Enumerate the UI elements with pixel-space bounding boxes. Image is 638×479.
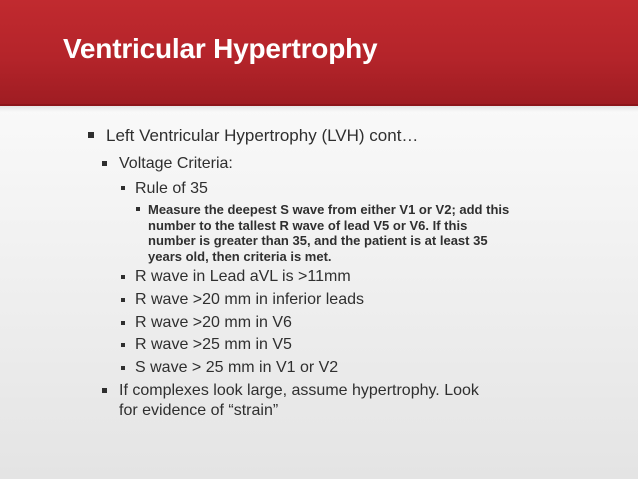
criterion-item: R wave >25 mm in V5: [135, 336, 292, 353]
detail-line: Measure the deepest S wave from either V1 or V2; add this: [148, 202, 510, 217]
bullet-level-3: [121, 275, 125, 279]
criterion-item: R wave >20 mm in V6: [135, 314, 292, 331]
slide-title: Ventricular Hypertrophy: [63, 33, 378, 64]
criterion-item: S wave > 25 mm in V1 or V2: [135, 359, 339, 376]
large-complexes-note: [119, 381, 479, 420]
bullet-level-2: [102, 388, 107, 393]
lvh-heading: Left Ventricular Hypertrophy (LVH) cont…: [106, 126, 419, 145]
criterion-item: R wave >20 mm in inferior leads: [135, 291, 364, 308]
detail-line: number is greater than 35, and the patient is at least 35: [148, 233, 488, 248]
rule-of-35-detail: [148, 202, 509, 264]
voltage-criteria-heading: Voltage Criteria:: [119, 155, 233, 172]
criterion-item: R wave in Lead aVL is >11mm: [135, 268, 351, 285]
detail-line: number to the tallest R wave of lead V5 or V6. If this: [148, 217, 468, 233]
bullet-level-3: [121, 366, 125, 370]
note-line: If complexes look large, assume hypertrophy. Look: [119, 382, 479, 399]
bullet-level-3: [121, 321, 125, 325]
bullet-level-2: [102, 161, 107, 166]
bullet-level-1: [88, 132, 94, 138]
bullet-level-3: [121, 343, 125, 347]
bullet-level-3: [121, 186, 125, 190]
detail-line: years old, then criteria is met.: [148, 248, 332, 264]
bullet-level-4: [136, 207, 140, 211]
rule-of-35-heading: Rule of 35: [135, 180, 208, 197]
bullet-level-3: [121, 298, 125, 302]
note-line: for evidence of “strain”: [119, 401, 279, 419]
